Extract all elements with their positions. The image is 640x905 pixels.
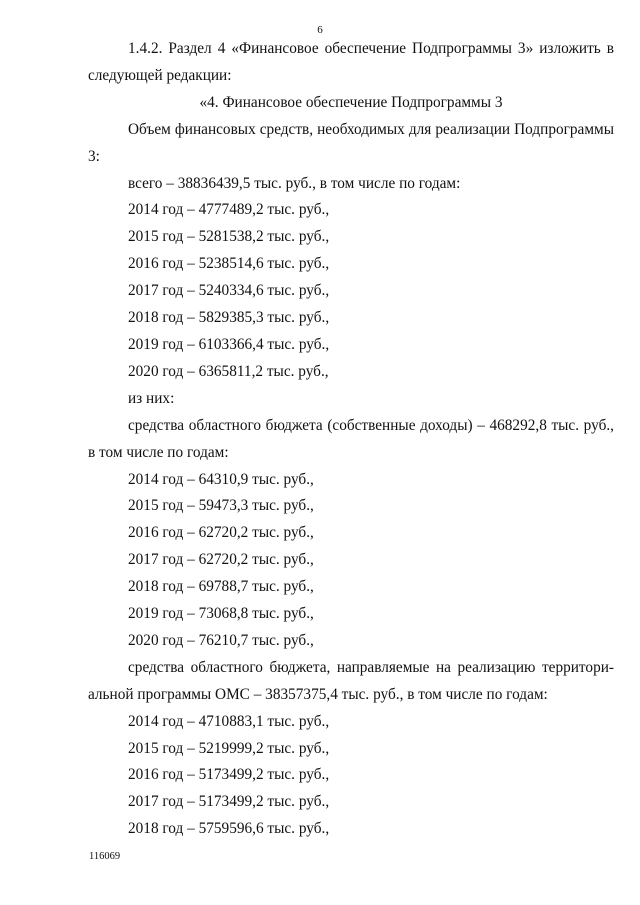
total-year-2015: 2015 год – 5281538,2 тыс. руб.,: [128, 228, 330, 246]
intro-line-1: 1.4.2. Раздел 4 «Финансовое обеспечение Подпрограммы 3» изложить в: [128, 40, 614, 57]
regional-oms-year-2014: 2014 год – 4710883,1 тыс. руб.,: [128, 712, 330, 730]
regional-own-year-2018: 2018 год – 69788,7 тыс. руб.,: [128, 578, 314, 596]
regional-own-line-2: в том числе по годам:: [88, 443, 229, 461]
total-year-2014: 2014 год – 4777489,2 тыс. руб.,: [128, 201, 330, 219]
regional-own-line-1: средства областного бюджета (собственные доходы) – 468292,8 тыс. руб.,: [128, 416, 614, 434]
total-amount: всего – 38836439,5 тыс. руб., в том числе по годам:: [128, 174, 461, 192]
regional-own-year-2016: 2016 год – 62720,2 тыс. руб.,: [128, 524, 314, 542]
regional-own-year-2014: 2014 год – 64310,9 тыс. руб.,: [128, 470, 314, 488]
regional-own-year-2017: 2017 год – 62720,2 тыс. руб.,: [128, 551, 314, 569]
page-number: 6: [317, 24, 323, 36]
total-year-2018: 2018 год – 5829385,3 тыс. руб.,: [128, 309, 330, 327]
total-year-2016: 2016 год – 5238514,6 тыс. руб.,: [128, 255, 330, 273]
volume-line-2: 3:: [88, 147, 100, 165]
regional-oms-year-2015: 2015 год – 5219999,2 тыс. руб.,: [128, 739, 330, 757]
document-code: 116069: [89, 851, 121, 862]
volume-line-1: Объем финансовых средств, необходимых для реализации Подпрограммы: [128, 120, 614, 138]
total-year-2017: 2017 год – 5240334,6 тыс. руб.,: [128, 282, 330, 300]
of-them-label: из них:: [128, 389, 175, 407]
regional-oms-line-1: средства областного бюджета, направляемые на реализацию территори-: [128, 658, 614, 676]
regional-oms-year-2018: 2018 год – 5759596,6 тыс. руб.,: [128, 820, 330, 838]
page-body: [88, 36, 614, 843]
section-heading: «4. Финансовое обеспечение Подпрограммы 3: [199, 93, 503, 111]
regional-oms-year-2017: 2017 год – 5173499,2 тыс. руб.,: [128, 793, 330, 811]
regional-oms-year-2016: 2016 год – 5173499,2 тыс. руб.,: [128, 766, 330, 784]
regional-oms-line-2: альной программы ОМС – 38357375,4 тыс. руб., в том числе по годам:: [88, 685, 548, 703]
intro-line-2: следующей редакции:: [88, 66, 232, 84]
total-year-2020: 2020 год – 6365811,2 тыс. руб.,: [128, 362, 329, 380]
total-year-2019: 2019 год – 6103366,4 тыс. руб.,: [128, 335, 330, 353]
regional-own-year-2015: 2015 год – 59473,3 тыс. руб.,: [128, 497, 314, 515]
regional-own-year-2020: 2020 год – 76210,7 тыс. руб.,: [128, 631, 314, 649]
regional-own-year-2019: 2019 год – 73068,8 тыс. руб.,: [128, 605, 314, 623]
